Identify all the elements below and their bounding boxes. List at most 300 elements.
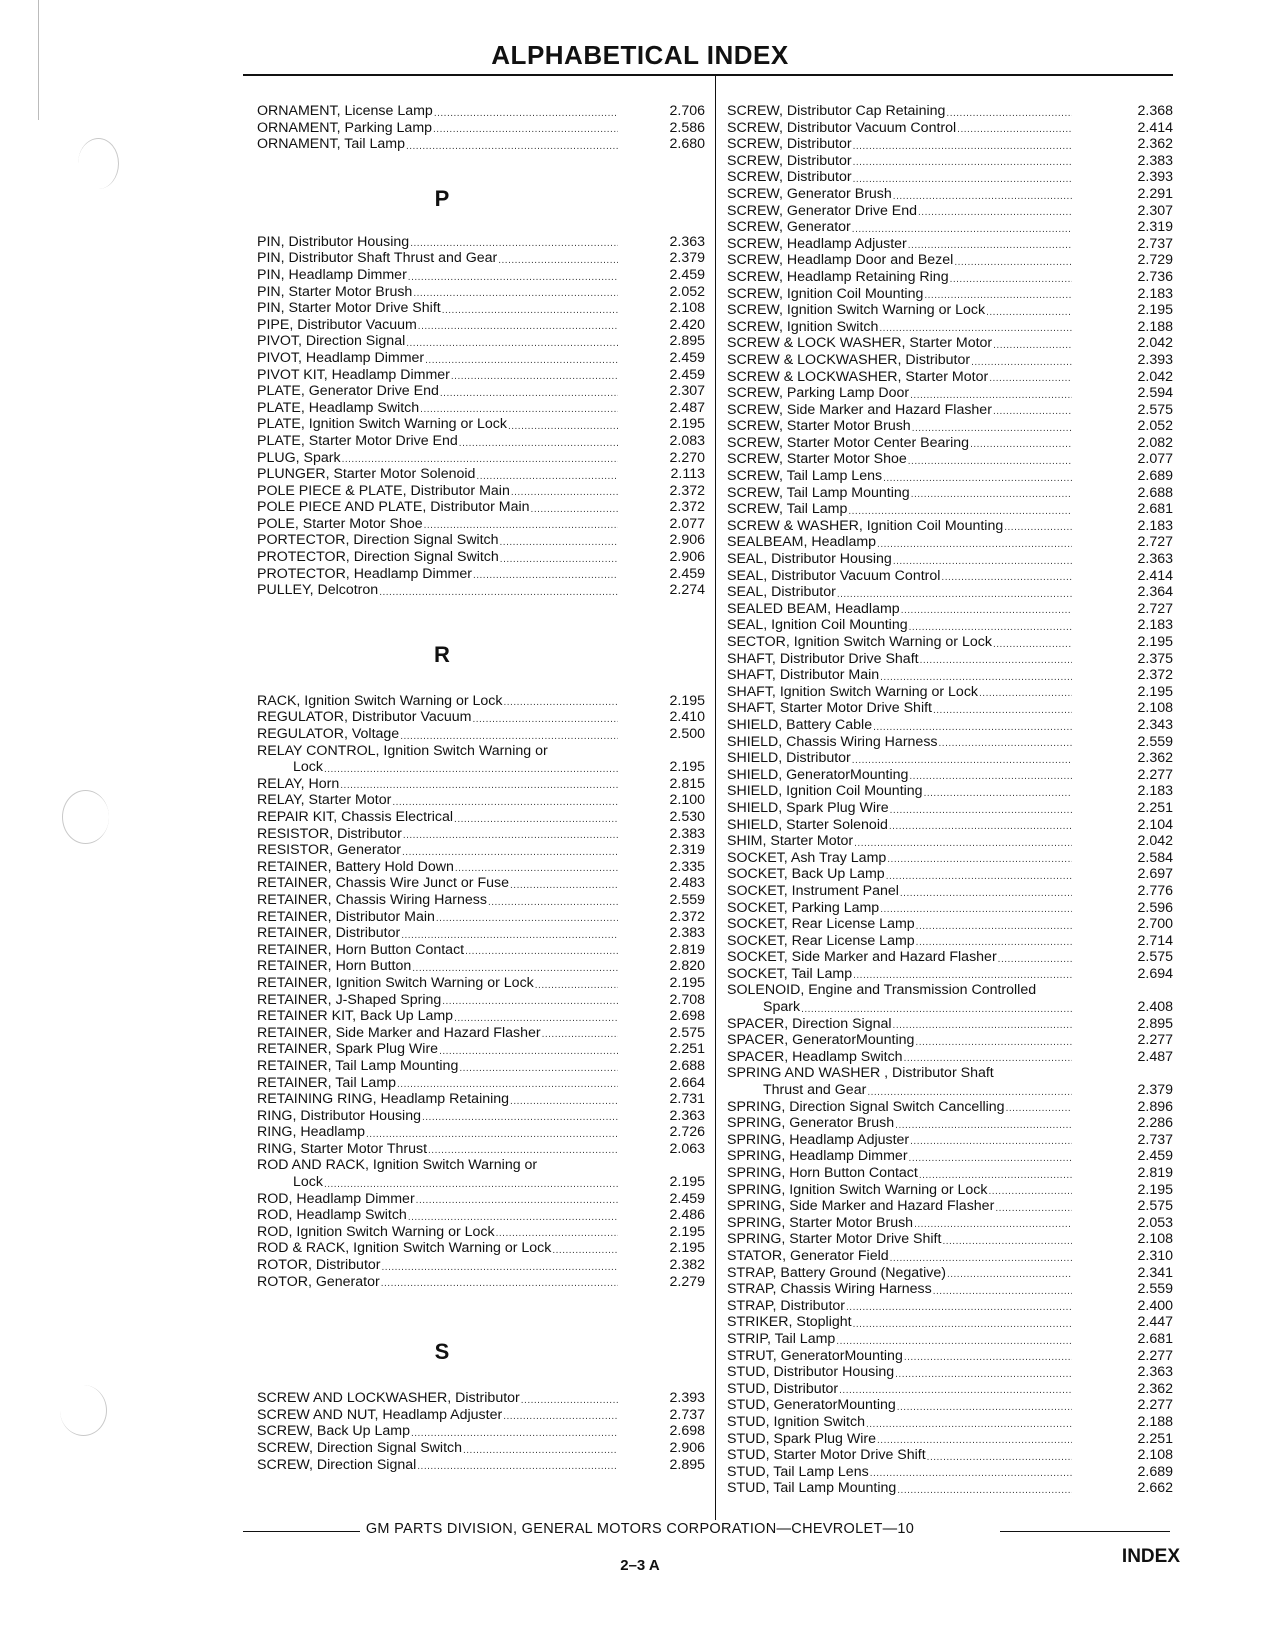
entry-page: 2.251	[1137, 799, 1173, 816]
entry-name: SOCKET, Back Up Lamp	[727, 866, 885, 883]
entry-name: SPRING, Starter Motor Drive Shift	[727, 1231, 942, 1248]
entry-name: REGULATOR, Voltage	[257, 726, 400, 743]
index-entry	[727, 534, 1173, 551]
entry-name: SOLENOID, Engine and Transmission Controlled	[727, 982, 1037, 999]
leader-dots	[408, 1211, 618, 1224]
entry-page: 2.183	[1137, 285, 1173, 302]
entry-name: SHIM, Starter Motor	[727, 833, 854, 850]
entry-page: 2.383	[669, 925, 705, 942]
entry-name: PLATE, Ignition Switch Warning or Lock	[257, 416, 507, 433]
leader-dots	[998, 953, 1072, 966]
entry-page: 2.447	[1137, 1314, 1173, 1331]
leader-dots	[895, 1368, 1072, 1381]
entry-name: STUD, Tail Lamp Lens	[727, 1463, 869, 1480]
entry-page: 2.662	[1137, 1480, 1173, 1497]
entry-name: PULLEY, Delcotron	[257, 582, 379, 599]
entry-page: 2.737	[1137, 235, 1173, 252]
entry-name: RELAY, Starter Motor	[257, 792, 392, 809]
index-entry	[257, 466, 705, 483]
index-entry	[727, 1431, 1173, 1448]
entry-name: SCREW & LOCKWASHER, Distributor	[727, 351, 971, 368]
leader-dots	[866, 1418, 1072, 1431]
leader-dots	[531, 503, 618, 516]
leader-dots	[853, 156, 1072, 169]
entry-page: 2.363	[669, 1107, 705, 1124]
index-entry	[257, 120, 705, 137]
entry-page: 2.052	[669, 283, 705, 300]
leader-dots	[918, 206, 1072, 219]
entry-name: RELAY CONTROL, Ignition Switch Warning or	[257, 742, 548, 759]
entry-page: 2.819	[1137, 1165, 1173, 1181]
entry-page: 2.896	[1137, 1098, 1173, 1115]
index-entry	[727, 236, 1173, 253]
index-entry	[727, 966, 1173, 983]
entry-name: ROTOR, Distributor	[257, 1257, 381, 1274]
page-title: ALPHABETICAL INDEX	[491, 40, 789, 70]
entry-name: SHIELD, Ignition Coil Mounting	[727, 783, 923, 800]
entry-page: 2.195	[1137, 683, 1173, 700]
index-entry	[727, 584, 1173, 601]
entry-name: STUD, Spark Plug Wire	[727, 1430, 877, 1447]
leader-dots	[939, 737, 1072, 750]
entry-name: RETAINER, Tail Lamp Mounting	[257, 1057, 459, 1074]
entry-page: 2.383	[1137, 152, 1173, 169]
entry-page: 2.195	[669, 1223, 705, 1240]
leader-dots	[535, 979, 618, 992]
entry-name: STUD, Tail Lamp Mounting	[727, 1480, 897, 1497]
leader-dots	[422, 1111, 618, 1124]
leader-dots	[909, 1152, 1072, 1165]
entry-page: 2.277	[1137, 1397, 1173, 1414]
index-entry	[727, 1381, 1173, 1398]
entry-name: PLUNGER, Starter Motor Solenoid	[257, 466, 476, 483]
entry-name: RING, Headlamp	[257, 1124, 366, 1141]
leader-dots	[933, 704, 1072, 717]
leader-dots	[993, 405, 1072, 418]
entry-name: SOCKET, Parking Lamp	[727, 899, 880, 916]
entry-page: 2.737	[669, 1406, 705, 1423]
leader-dots	[424, 519, 618, 532]
footer-publisher	[0, 1521, 1280, 1537]
index-entry	[727, 1016, 1173, 1033]
entry-page: 2.195	[669, 1174, 705, 1191]
entry-page: 2.251	[1137, 1430, 1173, 1447]
entry-page: 2.815	[669, 775, 705, 792]
leader-dots	[402, 846, 618, 859]
leader-dots	[510, 1095, 618, 1108]
leader-dots	[880, 903, 1072, 916]
entry-page: 2.310	[1137, 1247, 1173, 1264]
entry-name: SCREW, Headlamp Adjuster	[727, 235, 907, 252]
entry-page: 2.319	[1137, 219, 1173, 236]
entry-name: SHIELD, Starter Solenoid	[727, 816, 888, 833]
entry-name: STRAP, Distributor	[727, 1297, 846, 1314]
index-entry	[727, 651, 1173, 668]
index-entry	[727, 1298, 1173, 1315]
entry-page: 2.083	[669, 432, 705, 449]
index-entry	[257, 975, 705, 992]
leader-dots	[895, 1119, 1072, 1132]
index-entry	[257, 909, 705, 926]
index-entry	[727, 617, 1173, 634]
index-entry	[257, 416, 705, 433]
entry-name: SCREW, Side Marker and Hazard Flasher	[727, 401, 992, 418]
entry-page: 2.307	[669, 383, 705, 400]
column-divider	[715, 74, 716, 1520]
entry-name: PIPE, Distributor Vacuum	[257, 316, 417, 333]
leader-dots	[418, 320, 618, 333]
index-entry	[257, 992, 705, 1009]
entry-page: 2.053	[1137, 1214, 1173, 1231]
index-entry	[727, 286, 1173, 303]
entry-name: STRUT, GeneratorMounting	[727, 1347, 903, 1364]
index-entry	[257, 267, 705, 284]
leader-dots	[988, 1185, 1072, 1198]
entry-page: 2.277	[1137, 1032, 1173, 1049]
entry-page: 2.183	[1137, 517, 1173, 534]
index-entry	[257, 1075, 705, 1092]
entry-page: 2.042	[1137, 335, 1173, 352]
entry-name: SCREW, Distributor	[727, 136, 852, 153]
leader-dots	[947, 1268, 1072, 1281]
footer-text: GM PARTS DIVISION, GENERAL MOTORS CORPORATION—CHEVROLET—10	[360, 1521, 920, 1537]
leader-dots	[877, 1434, 1072, 1447]
leader-dots	[1006, 1102, 1072, 1115]
index-entry	[257, 809, 705, 826]
entry-page: 2.408	[1137, 999, 1173, 1016]
entry-name: SEAL, Distributor	[727, 584, 836, 601]
leader-dots	[463, 1444, 618, 1457]
leader-dots	[927, 1451, 1072, 1464]
index-entry	[727, 1348, 1173, 1365]
entry-page: 2.379	[669, 250, 705, 267]
entry-page: 2.372	[669, 499, 705, 516]
index-entry	[727, 1115, 1173, 1132]
entry-page: 2.906	[669, 1440, 705, 1456]
entry-name: PIVOT KIT, Headlamp Dimmer	[257, 366, 450, 383]
leader-dots	[392, 796, 618, 809]
entry-name: RELAY, Horn	[257, 775, 340, 792]
leader-dots	[909, 770, 1072, 783]
index-entry	[727, 916, 1173, 933]
entry-name: SCREW, Parking Lamp Door	[727, 385, 910, 402]
leader-dots	[837, 588, 1072, 601]
index-entry	[727, 634, 1173, 651]
index-entry	[257, 826, 705, 843]
index-entry	[257, 709, 705, 726]
index-entry	[727, 103, 1173, 120]
entry-name: PIN, Headlamp Dimmer	[257, 266, 407, 283]
entry-page: 2.400	[1137, 1297, 1173, 1314]
leader-dots	[508, 420, 618, 433]
index-entry	[727, 667, 1173, 684]
entry-name: PLUG, Spark	[257, 449, 341, 466]
index-entry	[257, 925, 705, 942]
entry-name-cont: Spark	[763, 999, 801, 1016]
entry-name: SOCKET, Rear License Lamp	[727, 916, 915, 933]
index-entry	[257, 1457, 705, 1474]
entry-page: 2.714	[1137, 932, 1173, 949]
entry-name: RING, Distributor Housing	[257, 1107, 421, 1124]
entry-name: SCREW, Direction Signal Switch	[257, 1440, 462, 1456]
index-entry	[257, 450, 705, 467]
index-entry	[257, 726, 705, 743]
index-entry	[257, 1108, 705, 1125]
entry-name: RETAINER KIT, Back Up Lamp	[257, 1008, 454, 1025]
index-entry	[727, 169, 1173, 186]
entry-page: 2.726	[669, 1124, 705, 1141]
leader-dots	[893, 555, 1072, 568]
leader-dots	[465, 945, 618, 958]
leader-dots	[455, 862, 618, 875]
entry-page: 2.368	[1137, 103, 1173, 119]
index-entry	[257, 1207, 705, 1224]
entry-page: 2.291	[1137, 185, 1173, 202]
entry-page: 2.363	[669, 233, 705, 250]
entry-page: 2.420	[669, 316, 705, 333]
leader-dots	[986, 306, 1072, 319]
leader-dots	[909, 621, 1072, 634]
leader-dots	[915, 1036, 1072, 1049]
index-entry	[727, 1198, 1173, 1215]
leader-dots	[473, 569, 618, 582]
index-entry	[257, 1008, 705, 1025]
leader-dots	[406, 140, 618, 153]
index-entry	[727, 120, 1173, 137]
leader-dots	[542, 1028, 618, 1041]
entry-name: STUD, Distributor	[727, 1380, 839, 1397]
index-entry-spring-and-washer	[727, 1065, 1173, 1098]
index-entry	[727, 418, 1173, 435]
index-entry	[257, 1390, 705, 1407]
index-entry	[257, 317, 705, 334]
entry-name: SECTOR, Ignition Switch Warning or Lock	[727, 634, 992, 650]
entry-page: 2.459	[669, 565, 705, 582]
entry-name: ROD & RACK, Ignition Switch Warning or Lock	[257, 1240, 552, 1257]
entry-page: 2.319	[669, 842, 705, 859]
index-entry	[257, 1224, 705, 1241]
index-entry	[257, 875, 705, 892]
leader-dots	[853, 140, 1072, 153]
entry-page: 2.727	[1137, 534, 1173, 551]
entry-name: PIVOT, Headlamp Dimmer	[257, 349, 425, 366]
entry-name: PIN, Starter Motor Brush	[257, 283, 413, 300]
leader-dots	[381, 1277, 618, 1290]
index-entry	[257, 1041, 705, 1058]
index-entry	[727, 302, 1173, 319]
index-entry	[727, 1281, 1173, 1298]
index-entry	[727, 186, 1173, 203]
entry-page: 2.697	[1137, 866, 1173, 883]
entry-name: RESISTOR, Distributor	[257, 825, 402, 842]
entry-name: SPRING AND WASHER , Distributor Shaft	[727, 1065, 994, 1082]
index-entry	[257, 250, 705, 267]
entry-name-cont: Thrust and Gear	[763, 1082, 867, 1099]
entry-page: 2.689	[1137, 1463, 1173, 1480]
entry-page: 2.483	[669, 875, 705, 892]
leader-dots	[434, 107, 618, 120]
entry-page: 2.819	[669, 941, 705, 958]
entry-name: SCREW, Generator Drive End	[727, 202, 918, 219]
entry-page: 2.335	[669, 858, 705, 875]
index-entry	[257, 958, 705, 975]
index-entry	[727, 435, 1173, 452]
entry-name: PIN, Starter Motor Drive Shift	[257, 300, 441, 317]
entry-page: 2.077	[669, 515, 705, 532]
leader-dots	[916, 936, 1072, 949]
entry-name: SCREW, Ignition Switch	[727, 318, 879, 335]
leader-dots	[873, 721, 1072, 734]
entry-page: 2.486	[669, 1207, 705, 1224]
entry-page: 2.414	[1137, 567, 1173, 584]
page-number: 2–3 A	[620, 1557, 660, 1574]
entry-name: SHIELD, Distributor	[727, 750, 851, 767]
entry-name: PLATE, Generator Drive End	[257, 383, 439, 400]
index-entry	[257, 383, 705, 400]
leader-dots	[910, 389, 1072, 402]
entry-name: SCREW, Back Up Lamp	[257, 1423, 410, 1440]
leader-dots	[941, 571, 1072, 584]
leader-dots	[472, 713, 618, 726]
index-entry	[727, 252, 1173, 269]
entry-name: SCREW, Distributor Cap Retaining	[727, 103, 946, 119]
index-entry	[727, 501, 1173, 518]
leader-dots	[420, 403, 618, 416]
index-entry	[257, 1025, 705, 1042]
entry-name: POLE PIECE AND PLATE, Distributor Main	[257, 499, 530, 516]
entry-name: SHIELD, Battery Cable	[727, 716, 873, 733]
entry-name: RETAINER, Distributor	[257, 925, 401, 942]
index-entry	[257, 234, 705, 251]
index-entry	[727, 1099, 1173, 1116]
index-entry	[727, 402, 1173, 419]
entry-name: ROD, Headlamp Dimmer	[257, 1190, 415, 1207]
entry-page: 2.363	[1137, 1364, 1173, 1381]
entry-name: SOCKET, Tail Lamp	[727, 965, 853, 982]
section-letter-p: P	[434, 185, 450, 211]
entry-page: 2.487	[1137, 1048, 1173, 1065]
leader-dots	[459, 1062, 618, 1075]
entry-page: 2.906	[669, 549, 705, 566]
entry-name: SPRING, Headlamp Dimmer	[727, 1148, 908, 1165]
index-entry	[727, 468, 1173, 485]
leader-dots	[440, 387, 618, 400]
entry-name: STUD, GeneratorMounting	[727, 1397, 896, 1414]
leader-dots	[498, 254, 618, 267]
entry-name: ROD, Headlamp Switch	[257, 1207, 407, 1224]
entry-name: ORNAMENT, License Lamp	[257, 103, 433, 119]
entry-page: 2.277	[1137, 1347, 1173, 1364]
entry-page: 2.270	[669, 449, 705, 466]
entry-page: 2.082	[1137, 434, 1173, 451]
entry-name: RETAINER, Battery Hold Down	[257, 858, 454, 875]
entry-page: 2.372	[669, 908, 705, 925]
entry-page: 2.459	[1137, 1148, 1173, 1165]
index-entry	[257, 942, 705, 959]
entry-name: SCREW AND LOCKWASHER, Distributor	[257, 1390, 520, 1407]
entry-page: 2.183	[1137, 617, 1173, 634]
leader-dots	[451, 370, 618, 383]
index-entry	[257, 1274, 705, 1291]
index-entry	[727, 551, 1173, 568]
leader-dots	[439, 1045, 618, 1058]
entry-name: RACK, Ignition Switch Warning or Lock	[257, 692, 503, 709]
entry-page: 2.195	[669, 1240, 705, 1257]
entry-page: 2.530	[669, 809, 705, 825]
entry-name: SPACER, GeneratorMounting	[727, 1032, 915, 1049]
leader-dots	[442, 995, 618, 1008]
leader-dots	[476, 470, 618, 483]
index-entry	[727, 717, 1173, 734]
leader-dots	[897, 1484, 1072, 1497]
index-entry	[257, 1240, 705, 1257]
index-entry	[257, 1440, 705, 1457]
index-entry	[257, 1423, 705, 1440]
leader-dots	[436, 912, 618, 925]
section-label: INDEX	[1121, 1546, 1180, 1567]
entry-name: STUD, Ignition Switch	[727, 1413, 865, 1430]
entry-page: 2.279	[669, 1273, 705, 1290]
entry-page: 2.063	[669, 1140, 705, 1157]
entry-page: 2.688	[669, 1057, 705, 1074]
entry-name: PLATE, Starter Motor Drive End	[257, 432, 458, 449]
leader-dots	[836, 1335, 1072, 1348]
entry-page: 2.362	[1137, 136, 1173, 153]
leader-dots	[887, 853, 1072, 866]
entry-page: 2.414	[1137, 119, 1173, 136]
entry-page: 2.100	[669, 792, 705, 809]
index-entry	[727, 219, 1173, 236]
index-entry	[727, 817, 1173, 834]
leader-dots	[403, 829, 618, 842]
entry-page: 2.108	[1137, 1231, 1173, 1248]
leader-dots	[488, 896, 618, 909]
entry-name: SCREW & LOCKWASHER, Starter Motor	[727, 368, 989, 385]
entry-name: PIN, Distributor Housing	[257, 233, 410, 250]
entry-name: RETAINER, Chassis Wire Junct or Fuse	[257, 875, 510, 892]
entry-page: 2.559	[1137, 733, 1173, 750]
leader-dots	[933, 1285, 1072, 1298]
entry-name: ROTOR, Generator	[257, 1273, 380, 1290]
entry-page: 2.251	[669, 1041, 705, 1058]
title-rule	[243, 74, 1173, 76]
entry-name: RETAINER, Side Marker and Hazard Flasher	[257, 1024, 541, 1041]
leader-dots	[971, 356, 1072, 369]
index-entry	[257, 333, 705, 350]
entry-name: SHIELD, Chassis Wiring Harness	[727, 733, 938, 750]
entry-name: STUD, Starter Motor Drive Shift	[727, 1447, 926, 1464]
leader-dots	[382, 1261, 618, 1274]
leader-dots	[839, 1384, 1072, 1397]
leader-dots	[893, 1019, 1072, 1032]
leader-dots	[979, 687, 1072, 700]
entry-name: RETAINER, Chassis Wiring Harness	[257, 891, 487, 908]
entry-name: POLE PIECE & PLATE, Distributor Main	[257, 482, 510, 499]
entry-name: SCREW, Starter Motor Brush	[727, 418, 911, 435]
entry-name: RETAINER, Tail Lamp	[257, 1074, 397, 1091]
leader-dots	[924, 787, 1072, 800]
entry-name: RETAINER, Ignition Switch Warning or Lock	[257, 974, 534, 991]
leader-dots	[989, 372, 1072, 385]
index-entry	[727, 352, 1173, 369]
leader-dots	[459, 437, 618, 450]
entry-name: STUD, Distributor Housing	[727, 1364, 895, 1381]
index-entry	[257, 582, 705, 599]
index-entry	[257, 892, 705, 909]
entry-name: PORTECTOR, Direction Signal Switch	[257, 532, 499, 549]
leader-dots	[920, 654, 1072, 667]
index-column-left	[257, 103, 705, 1473]
